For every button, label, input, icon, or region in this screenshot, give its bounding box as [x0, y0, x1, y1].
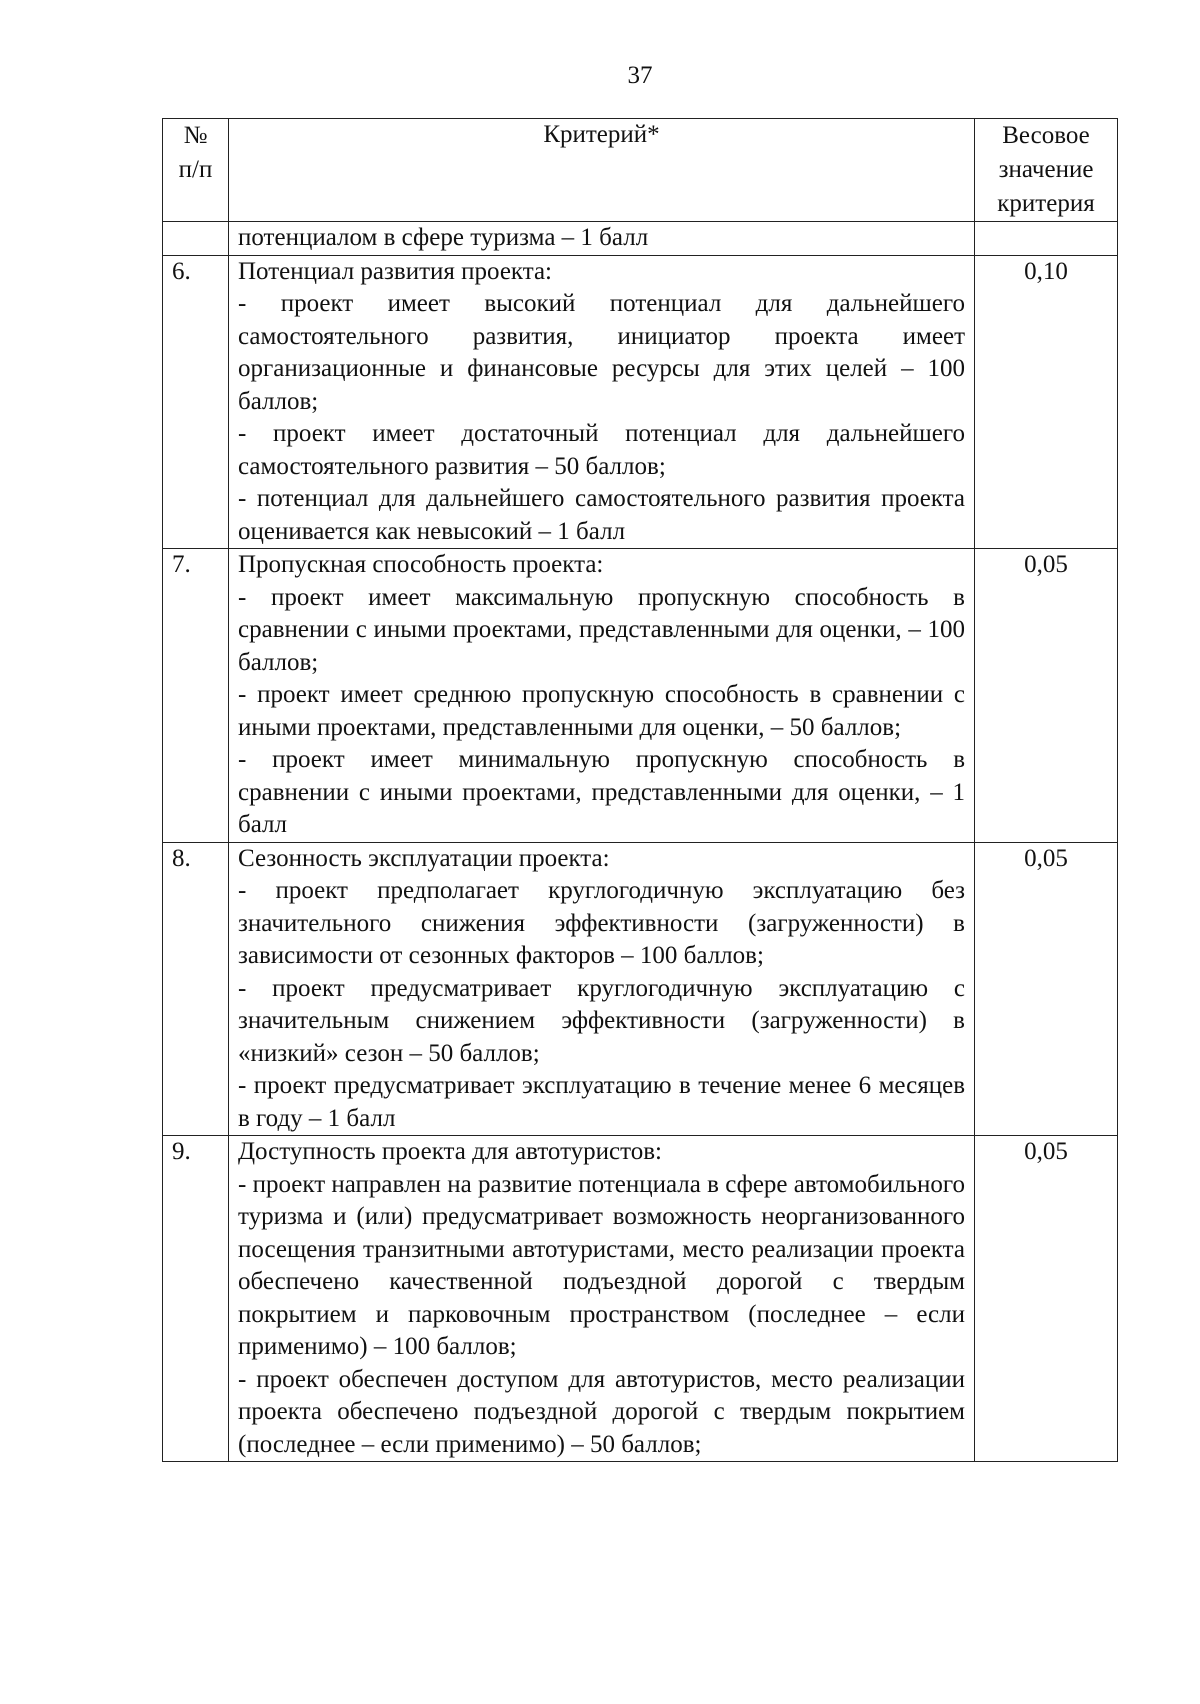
- criterion-row: [163, 1136, 1118, 1462]
- criterion-option: - проект предполагает круглогодичную эксплуатацию без значительного снижения эффективности (загруженности) в зависимости от сезонных факторов – 100 баллов;: [238, 877, 965, 969]
- header-weight: [975, 119, 1118, 222]
- criterion-option: - проект имеет высокий потенциал для дальнейшего самостоятельного развития, инициатор проекта имеет организационные и финансовые ресурсы для этих целей – 100 баллов;: [238, 290, 965, 415]
- criterion-option: - проект имеет достаточный потенциал для дальнейшего самостоятельного развития – 50 баллов;: [238, 420, 965, 480]
- criterion-title: Пропускная способность проекта:: [238, 551, 604, 578]
- criterion-weight: 0,05: [975, 549, 1118, 843]
- criterion-option: - проект предусматривает эксплуатацию в течение менее 6 месяцев в году – 1 балл: [238, 1072, 965, 1132]
- header-number-line-1: №: [183, 122, 208, 149]
- continuation-text: потенциалом в сфере туризма – 1 балл: [229, 222, 975, 256]
- criterion-option: - проект имеет максимальную пропускную способность в сравнении с иными проектами, представленными для оценки, – 100 баллов;: [238, 583, 965, 676]
- criterion-row: [163, 255, 1118, 549]
- criterion-description: [229, 549, 975, 843]
- criterion-option: - проект имеет минимальную пропускную способность в сравнении с иными проектами, представленными для оценки, – 1 балл: [238, 746, 965, 838]
- criterion-option: - проект предусматривает круглогодичную эксплуатацию с значительным снижением эффективности (загруженности) в «низкий» сезон – 50 баллов;: [238, 974, 965, 1067]
- header-criterion: Критерий*: [229, 119, 975, 222]
- continuation-num-cell: [163, 222, 229, 256]
- header-weight-line-1: Весовое: [1002, 122, 1090, 149]
- criterion-description: [229, 255, 975, 549]
- criterion-weight: 0,05: [975, 842, 1118, 1136]
- criteria-rows: [163, 255, 1118, 1462]
- header-number-line-2: п/п: [178, 156, 213, 183]
- criterion-number: 9.: [163, 1136, 229, 1462]
- criterion-number: 6.: [163, 255, 229, 549]
- header-weight-line-2: значение: [998, 156, 1094, 183]
- page-number: 37: [627, 62, 653, 89]
- criterion-row: [163, 549, 1118, 843]
- criterion-number: 8.: [163, 842, 229, 1136]
- continuation-weight-cell: [975, 222, 1118, 256]
- criterion-title: Доступность проекта для автотуристов:: [238, 1138, 662, 1165]
- criterion-weight: 0,05: [975, 1136, 1118, 1462]
- criteria-table: [162, 118, 1118, 1462]
- criterion-option: - проект направлен на развитие потенциала в сфере автомобильного туризма и (или) предусматривает возможность неорганизованного посещения транзитными автотуристами, место реализации проекта обеспечено качественной подъездной дорогой с твердым покрытием и парковочным пространством (последнее – если применимо) – 100 баллов;: [238, 1170, 965, 1360]
- criterion-weight: 0,10: [975, 255, 1118, 549]
- criterion-title: Потенциал развития проекта:: [238, 257, 553, 285]
- criterion-description: [229, 1136, 975, 1462]
- criterion-option: - проект обеспечен доступом для автотуристов, место реализации проекта обеспечено подъездной дорогой с твердым покрытием (последнее – если применимо) – 50 баллов;: [238, 1365, 965, 1458]
- criterion-description: [229, 842, 975, 1136]
- criterion-number: 7.: [163, 549, 229, 843]
- criterion-option: - потенциал для дальнейшего самостоятельного развития проекта оценивается как невысокий – 1 балл: [238, 485, 965, 545]
- criterion-row: [163, 842, 1118, 1136]
- header-number: [163, 119, 229, 222]
- table-header-row: [163, 119, 1118, 222]
- criterion-option: - проект имеет среднюю пропускную способность в сравнении с иными проектами, представленными для оценки, – 50 баллов;: [238, 681, 965, 741]
- criterion-title: Сезонность эксплуатации проекта:: [238, 844, 610, 872]
- header-weight-line-3: критерия: [997, 190, 1095, 217]
- continuation-row: [163, 222, 1118, 256]
